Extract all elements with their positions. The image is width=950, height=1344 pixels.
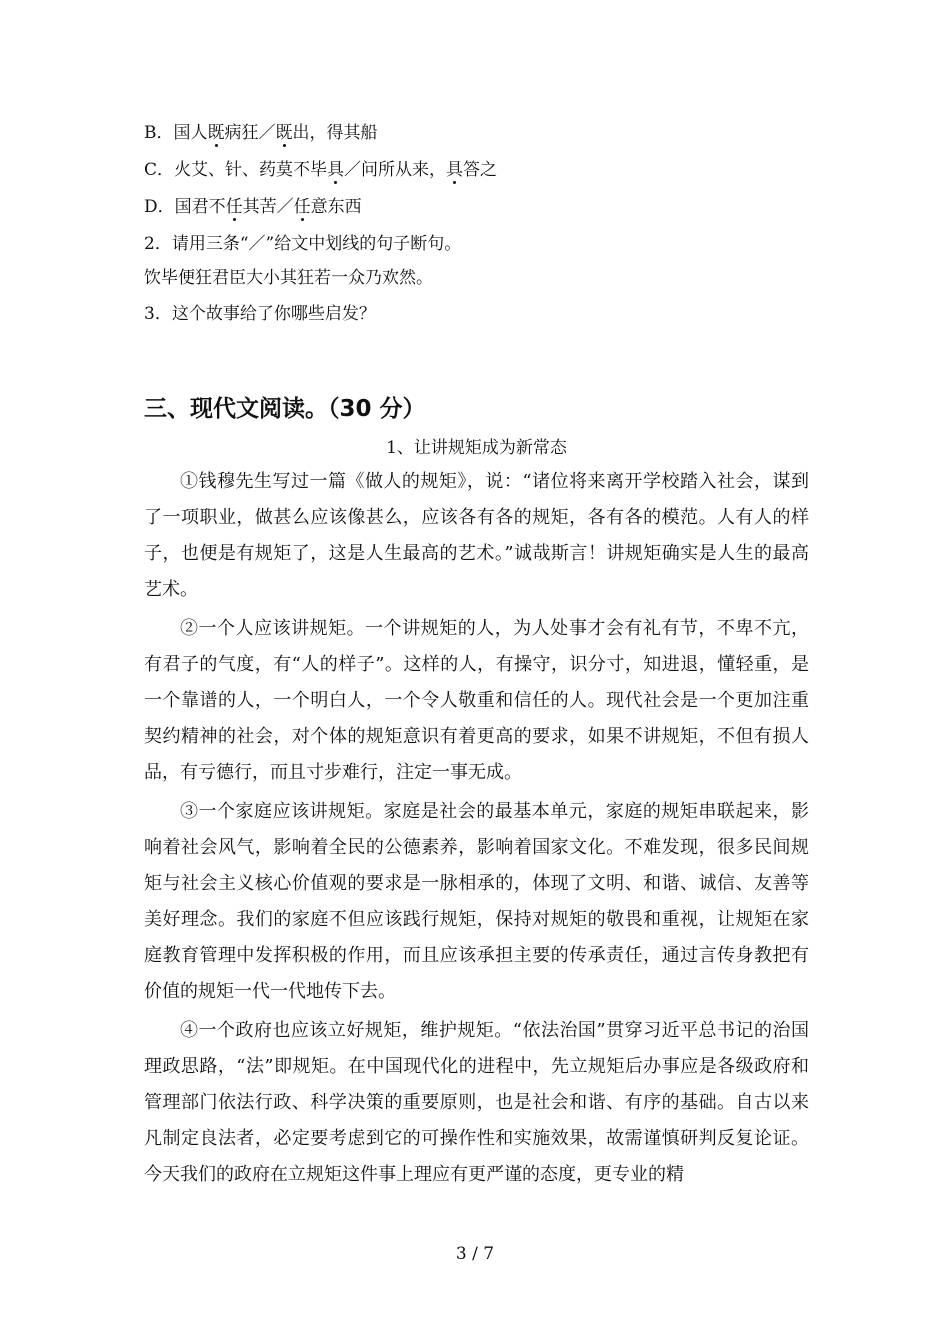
option-c-text: C．火艾、针、药莫不毕: [144, 160, 328, 180]
emphasis-char: 任: [225, 197, 243, 217]
page-number: 3 / 7: [455, 1244, 495, 1264]
emphasis-char: 具: [327, 160, 345, 180]
option-b: [144, 121, 809, 145]
section-heading: 三、现代文阅读。（30 分）: [144, 396, 426, 422]
paragraph-1: ①钱穆先生写过一篇《做人的规矩》，说：“诸位将来离开学校踏入社会，谋到了一项职业，做甚么应该像甚么，应该各有各的规矩，各有各的模范。人有人的样子，也便是有规矩了，这是人生最高的艺术。”诚哉斯言！讲规矩确实是人生的最高艺术。: [144, 471, 809, 600]
option-c: [144, 158, 809, 182]
emphasis-char: 任: [293, 197, 311, 217]
option-d-text: 意东西: [310, 197, 362, 217]
option-b-text: B．国人: [144, 123, 208, 143]
option-d-text: D．国君不: [144, 197, 226, 217]
question-3: 3．这个故事给了你哪些启发？: [144, 304, 376, 324]
question-2-sentence: 饮毕便狂君臣大小其狂若一众乃欢然。: [144, 268, 433, 288]
article-title: 1、让讲规矩成为新常态: [386, 438, 567, 458]
option-c-text: 答之: [463, 160, 498, 180]
option-d-text: 其苦／: [242, 197, 294, 217]
emphasis-char: 既: [207, 123, 225, 143]
question-2: 2．请用三条“／”给文中划线的句子断句。: [144, 234, 462, 254]
emphasis-char: 具: [446, 160, 464, 180]
option-b-text: 病狂／: [224, 123, 276, 143]
paragraph-3: ③一个家庭应该讲规矩。家庭是社会的最基本单元，家庭的规矩串联起来，影响着社会风气，影响着全民的公德素养，影响着国家文化。不难发现，很多民间规矩与社会主义核心价值观的要求是一脉相承的，体现了文明、和谐、诚信、友善等美好理念。我们的家庭不但应该践行规矩，保持对规矩的敬畏和重视，让规矩在家庭教育管理中发挥积极的作用，而且应该承担主要的传承责任，通过言传身教把有价值的规矩一代一代地传下去。: [144, 801, 809, 1002]
option-b-text: 出，得其船: [292, 123, 378, 143]
option-c-text: ／问所从来，: [344, 160, 447, 180]
paragraph-4: ④一个政府也应该立好规矩，维护规矩。“依法治国”贯穿习近平总书记的治国理政思路，“法”即规矩。在中国现代化的进程中，先立规矩后办事应是各级政府和管理部门依法行政、科学决策的重要原则，也是社会和谐、有序的基础。自古以来凡制定良法者，必定要考虑到它的可操作性和实施效果，故需谨慎研判反复论证。今天我们的政府在立规矩这件事上理应有更严谨的态度，更专业的精: [144, 1020, 809, 1185]
option-d: [144, 195, 809, 219]
emphasis-char: 既: [275, 123, 293, 143]
paragraph-2: ②一个人应该讲规矩。一个讲规矩的人，为人处事才会有礼有节，不卑不亢，有君子的气度，有“人的样子”。这样的人，有操守，识分寸，知进退，懂轻重，是一个靠谱的人，一个明白人，一个令人敬重和信任的人。现代社会是一个更加注重契约精神的社会，对个体的规矩意识有着更高的要求，如果不讲规矩，不但有损人品，有亏德行，而且寸步难行，注定一事无成。: [144, 618, 809, 783]
